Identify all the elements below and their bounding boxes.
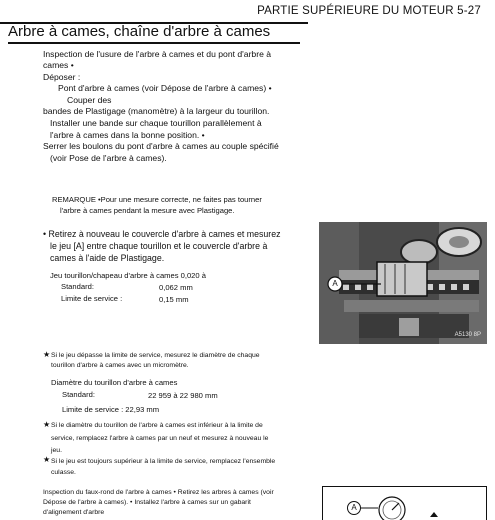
note-line: jeu.	[51, 447, 62, 454]
step-line: • Retirez à nouveau le couvercle d'arbre à cames et mesurez	[43, 229, 281, 239]
runout-line: d'alignement d'arbre	[43, 509, 105, 516]
note-line: tourillon d'arbre à cames avec un micromètre.	[51, 362, 189, 369]
diameter-title: Diamètre du tourillon d'arbre à cames	[51, 378, 178, 387]
title-rule	[8, 42, 300, 44]
intro-line: cames •	[43, 60, 74, 70]
star-icon: ★	[43, 350, 51, 359]
diagram-callout: A	[351, 503, 357, 512]
note-line: Si le jeu est toujours supérieur à la limite de service, remplacez l'ensemble	[51, 458, 276, 465]
intro-line: l'arbre à cames dans la bonne position. •	[50, 130, 205, 140]
intro-line: (voir Pose de l'arbre à cames).	[50, 153, 167, 163]
intro-line: Couper des	[67, 95, 112, 105]
intro-line: Déposer :	[43, 72, 81, 82]
intro-line: Serrer les boulons du pont d'arbre à cames au couple spécifié	[43, 141, 279, 151]
runout-line: Dépose de l'arbre à cames). • Installez l'arbre à cames sur un gabarit	[43, 499, 251, 506]
camshaft-photo	[319, 222, 487, 344]
star-icon: ★	[43, 420, 51, 429]
clearance-limit-value: 0,15 mm	[159, 295, 189, 304]
step-line: cames à l'aide de Plastigage.	[50, 253, 165, 263]
clearance-limit-label: Limite de service :	[61, 294, 123, 303]
note-line: Si le diamètre du tourillon de l'arbre à cames est inférieur à la limite de	[51, 422, 263, 429]
section-title: Arbre à cames, chaîne d'arbre à cames	[8, 23, 271, 40]
remark-line: l'arbre à cames pendant la mesure avec Plastigage.	[60, 206, 235, 215]
note-line: service, remplacez l'arbre à cames par un neuf et mesurez à nouveau le	[51, 435, 269, 442]
clearance-title: Jeu tourillon/chapeau d'arbre à cames 0,020 à	[50, 271, 206, 280]
dial-gauge-graphic	[322, 486, 487, 520]
intro-line: bandes de Plastigage (manomètre) à la largeur du tourillon.	[43, 106, 270, 116]
diameter-standard-label: Standard:	[62, 390, 95, 399]
note-line: Si le jeu dépasse la limite de service, mesurez le diamètre de chaque	[51, 352, 260, 359]
clearance-standard-value: 0,062 mm	[159, 283, 193, 292]
note-line: culasse.	[51, 469, 76, 476]
remark-line: REMARQUE •Pour une mesure correcte, ne faites pas tourner	[52, 195, 262, 204]
step-line: le jeu [A] entre chaque tourillon et le couvercle d'arbre à	[50, 241, 268, 251]
runout-line: Inspection du faux-rond de l'arbre à cames • Retirez les arbres à cames (voir	[43, 489, 274, 496]
clearance-standard-label: Standard:	[61, 282, 94, 291]
diameter-standard-value: 22 959 à 22 980 mm	[148, 391, 218, 400]
photo-callout: A	[332, 279, 338, 288]
camshaft-photo-graphic	[319, 222, 487, 344]
runout-diagram	[322, 486, 487, 520]
page-header: PARTIE SUPÉRIEURE DU MOTEUR 5-27	[257, 5, 481, 17]
diameter-limit: Limite de service : 22,93 mm	[62, 405, 160, 414]
star-icon: ★	[43, 455, 51, 464]
photo-code: A5130 8P	[454, 332, 481, 338]
intro-line: Inspection de l'usure de l'arbre à cames et du pont d'arbre à	[43, 49, 272, 59]
intro-line: Installer une bande sur chaque tourillon parallèlement à	[50, 118, 262, 128]
intro-line: Pont d'arbre à cames (voir Dépose de l'arbre à cames) •	[58, 83, 272, 93]
